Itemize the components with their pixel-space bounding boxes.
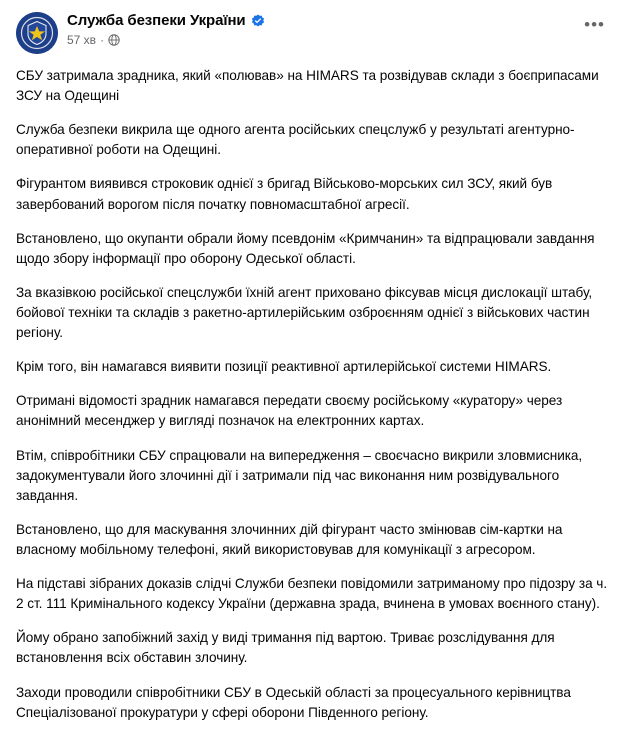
- page-name-row: [67, 13, 609, 30]
- sbu-emblem-icon[interactable]: [16, 12, 58, 54]
- post-paragraph: Служба безпеки викрила ще одного агента російських спецслужб у результаті агентурно-оперативної роботи на Одещині.: [16, 122, 575, 158]
- post-paragraph: Встановлено, що для маскування злочинних дій фігурант часто змінював сім-картки на власному мобільному телефоні, який використовував для комунікації з агресором.: [16, 521, 563, 557]
- page-name[interactable]: Служба безпеки України: [67, 12, 246, 29]
- post-body: [16, 64, 609, 723]
- globe-icon[interactable]: [108, 34, 120, 46]
- post-paragraph: СБУ затримала зрадника, який «полював» на HIMARS та розвідував склади з боєприпасами ЗСУ на Одещині: [16, 68, 599, 104]
- post-header-text: [67, 12, 609, 47]
- post-paragraph: За вказівкою російської спецслужби їхній агент приховано фіксував місця дислокації штабу, бойової техніки та складів з ракетно-артилерійським озброєнням однієї з військових частин регіону.: [16, 284, 593, 341]
- post-meta: [67, 33, 609, 47]
- post-paragraph: Отримані відомості зрадник намагався передати своєму російському «куратору» через анонімний месенджер у вигляді позначок на електронних картах.: [16, 393, 563, 429]
- post-paragraph: Йому обрано запобіжний захід у виді тримання під вартою. Триває розслідування для встановлення всіх обставин злочину.: [16, 630, 555, 666]
- post-paragraph: Фігурантом виявився строковик однієї з бригад Військово-морських сил ЗСУ, який був завербований ворогом після початку повномасштабної агресії.: [16, 176, 553, 212]
- post-paragraph: Встановлено, що окупанти обрали йому псевдонім «Кримчанин» та відпрацювали завдання щодо збору інформації про оборону Одеської області.: [16, 230, 595, 266]
- meta-separator: ·: [100, 32, 105, 47]
- post-paragraph: Крім того, він намагався виявити позиції реактивної артилерійської системи HIMARS.: [16, 359, 552, 375]
- post-paragraph: Заходи проводили співробітники СБУ в Одеській області за процесуального керівництва Спеціалізованої прокуратури у сфері оборони Південного регіону.: [16, 684, 571, 720]
- post-header: [16, 12, 609, 54]
- post-more-options-button[interactable]: •••: [584, 15, 605, 34]
- post-paragraph: Втім, співробітники СБУ спрацювали на випередження – своєчасно викрили зловмисника, задокументували його злочинні дії і затримали під час виконання ним розвідувального завдання.: [16, 447, 583, 503]
- post-timestamp[interactable]: 57 хв: [67, 32, 97, 47]
- post-paragraph: На підставі зібраних доказів слідчі Служби безпеки повідомили затриманому про підозру за ч. 2 ст. 111 Кримінального кодексу України (державна зрада, вчинена в умовах воєнного стану).: [16, 576, 608, 612]
- verified-badge-icon: [251, 14, 265, 28]
